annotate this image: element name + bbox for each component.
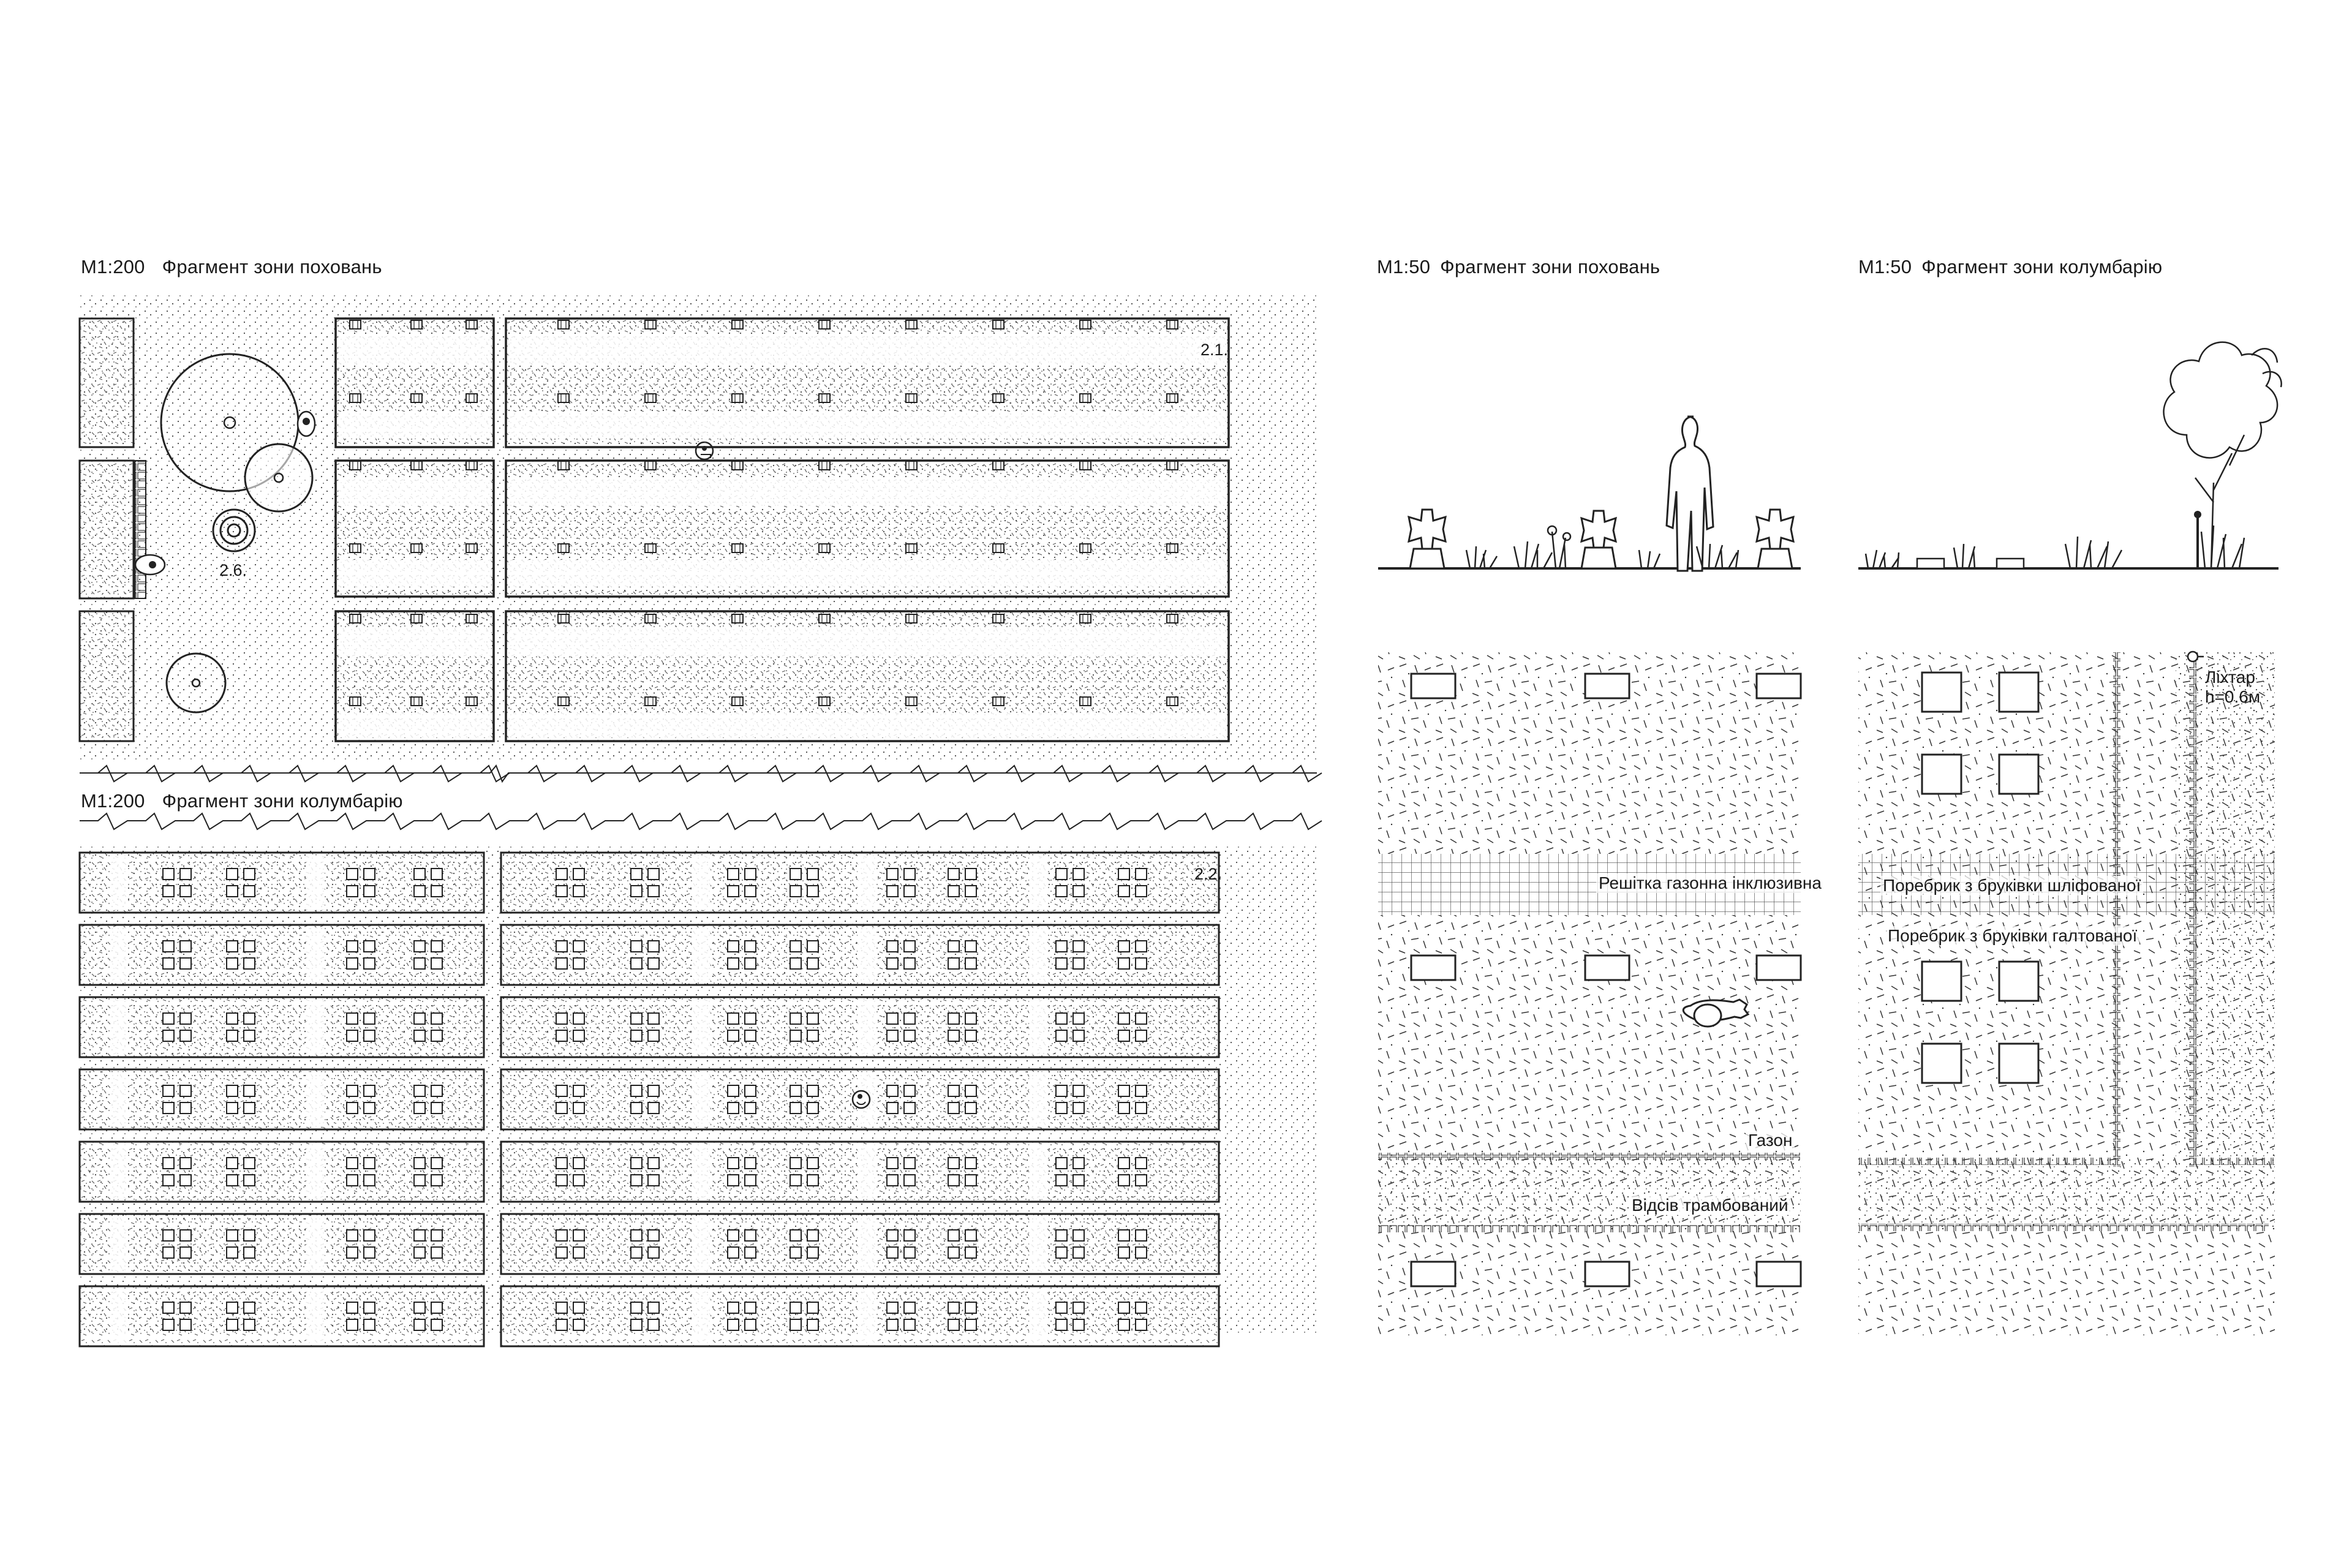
- grave-slab: [1757, 1262, 1801, 1286]
- grave-slab: [1585, 1262, 1629, 1286]
- grave-marker: [819, 697, 830, 706]
- curb-tumbled-label: Поребрик з бруківки галтованої: [1885, 926, 2139, 946]
- grave-marker: [645, 461, 656, 470]
- lamp-post: [2194, 511, 2201, 568]
- grave-marker: [732, 697, 743, 706]
- grave-marker: [466, 394, 477, 402]
- curb: [1858, 1224, 2269, 1231]
- grave-marker: [466, 461, 477, 470]
- grave-marker: [732, 544, 743, 552]
- grave-marker: [819, 614, 830, 623]
- wheelchair-icon: [853, 1091, 870, 1108]
- lawn-bed: [80, 318, 134, 447]
- niche: [1922, 755, 1961, 794]
- grave-blocks: [336, 318, 1229, 741]
- grave-marker: [1080, 394, 1091, 402]
- grave-marker: [350, 614, 361, 623]
- grave-marker: [558, 461, 569, 470]
- niche: [1922, 673, 1961, 712]
- niche: [1922, 962, 1961, 1001]
- lawn-bed: [80, 461, 134, 598]
- zone-code: 2.2.: [1194, 865, 1223, 883]
- curb-polished-label: Поребрик з бруківки шліфованої: [1880, 876, 2143, 895]
- grave-marker: [1080, 697, 1091, 706]
- burial-plan: [80, 294, 1317, 760]
- grave-marker: [819, 394, 830, 402]
- grave-marker: [350, 394, 361, 402]
- grave-marker: [993, 394, 1004, 402]
- columbarium-row: [80, 997, 484, 1057]
- columbarium-row: [80, 925, 484, 985]
- grave-marker: [411, 394, 422, 402]
- grave-marker: [1167, 544, 1178, 552]
- grave-marker: [1167, 461, 1178, 470]
- curb: [2189, 1158, 2275, 1165]
- grave-marker: [993, 320, 1004, 329]
- grave-marker: [558, 320, 569, 329]
- panel-title: Фрагмент зони колумбарію: [1921, 256, 2163, 277]
- grave-marker: [350, 461, 361, 470]
- grave-marker: [411, 544, 422, 552]
- grave-marker: [1080, 461, 1091, 470]
- columbarium-row: [80, 1214, 484, 1274]
- panel-title: Фрагмент зони поховань: [162, 256, 382, 277]
- grave-marker: [411, 320, 422, 329]
- grave-slab: [1757, 956, 1801, 980]
- panel-title: Фрагмент зони колумбарію: [162, 790, 403, 812]
- niche: [1999, 962, 2038, 1001]
- zone-code: 2.1.: [1200, 341, 1229, 359]
- grave-marker: [732, 394, 743, 402]
- grave-marker: [993, 614, 1004, 623]
- columbarium-plan: [80, 845, 1317, 1346]
- plaque: [1917, 559, 1944, 568]
- grave-marker: [819, 320, 830, 329]
- grave-marker: [466, 697, 477, 706]
- niche: [1922, 1044, 1961, 1083]
- grave-marker: [732, 614, 743, 623]
- columbarium-row: [80, 1142, 484, 1202]
- grave-marker: [906, 394, 917, 402]
- grave-marker: [1167, 614, 1178, 623]
- niche: [1999, 673, 2038, 712]
- grave-slab: [1757, 674, 1801, 698]
- grave-marker: [1167, 697, 1178, 706]
- grave-marker: [558, 544, 569, 552]
- lamp-name-label: Ліхтар: [2205, 668, 2255, 687]
- screening-label: Відсів трамбований: [1629, 1196, 1791, 1215]
- cross-headstone: [1581, 511, 1616, 568]
- grave-marker: [732, 461, 743, 470]
- grave-marker: [1080, 320, 1091, 329]
- screening-path: [1858, 1159, 2275, 1227]
- grave-marker: [906, 461, 917, 470]
- scale-label: М1:200: [81, 790, 145, 812]
- scale-label: М1:50: [1377, 256, 1431, 277]
- lawn-label: Газон: [1746, 1131, 1795, 1150]
- curb: [1378, 1225, 1801, 1232]
- columbarium-row: [80, 853, 484, 913]
- grave-slab: [1411, 674, 1455, 698]
- columbarium-detail: [1858, 342, 2282, 1335]
- curb: [2113, 652, 2120, 1167]
- grave-marker: [906, 614, 917, 623]
- grave-marker: [466, 544, 477, 552]
- tree-crown: [245, 444, 312, 511]
- lamp-height-label: h=0.6м: [2205, 687, 2261, 706]
- node-code: 2.6.: [219, 561, 247, 579]
- grave-marker: [645, 614, 656, 623]
- curb: [1858, 1158, 2114, 1165]
- person-silhouette: [1667, 417, 1713, 571]
- grave-marker: [906, 544, 917, 552]
- cross-headstone: [1757, 510, 1793, 568]
- grave-marker: [350, 320, 361, 329]
- grave-marker: [993, 697, 1004, 706]
- grave-marker: [645, 544, 656, 552]
- cross-headstone: [1409, 510, 1446, 568]
- panel-title: Фрагмент зони поховань: [1440, 256, 1660, 277]
- grave-marker: [819, 461, 830, 470]
- lawn-grid-label: Решітка газонна інклюзивна: [1596, 873, 1824, 893]
- grave-marker: [411, 614, 422, 623]
- columbarium-row: [80, 1069, 484, 1129]
- grave-marker: [1167, 320, 1178, 329]
- grave-marker: [350, 697, 361, 706]
- grave-marker: [993, 461, 1004, 470]
- grave-marker: [466, 614, 477, 623]
- grave-marker: [906, 697, 917, 706]
- grave-slab: [1411, 1262, 1455, 1286]
- grave-marker: [645, 697, 656, 706]
- grave-slab: [1585, 674, 1629, 698]
- scale-label: М1:50: [1858, 256, 1912, 277]
- grave-marker: [732, 320, 743, 329]
- curb: [1378, 1153, 1801, 1160]
- grave-marker: [466, 320, 477, 329]
- grave-marker: [558, 614, 569, 623]
- niche: [1999, 755, 2038, 794]
- screening-path: [1378, 1156, 1801, 1227]
- curb: [2189, 652, 2196, 1167]
- grave-marker: [411, 697, 422, 706]
- break-line: [80, 813, 1322, 829]
- bench: [135, 461, 146, 598]
- grave-slab: [1585, 956, 1629, 980]
- grave-marker: [350, 544, 361, 552]
- person-icon: [298, 412, 315, 436]
- columbarium-row: [80, 1286, 484, 1346]
- grave-marker: [558, 697, 569, 706]
- niche: [1999, 1044, 2038, 1083]
- grave-marker: [1167, 394, 1178, 402]
- lawn: [1378, 652, 1801, 1335]
- person-icon: [135, 555, 165, 575]
- grave-slab: [1411, 956, 1455, 980]
- burial-section: [1378, 417, 1801, 571]
- grave-marker: [558, 394, 569, 402]
- scale-label: М1:200: [81, 256, 145, 277]
- tree: [2164, 342, 2282, 568]
- columbarium-section: [1858, 342, 2282, 568]
- lawn-bed: [80, 611, 134, 741]
- grave-marker: [645, 394, 656, 402]
- grave-marker: [1080, 614, 1091, 623]
- grave-marker: [819, 544, 830, 552]
- plaque: [1997, 559, 2024, 568]
- grave-marker: [411, 461, 422, 470]
- grave-marker: [906, 320, 917, 329]
- grave-marker: [645, 320, 656, 329]
- grave-marker: [1080, 544, 1091, 552]
- grave-marker: [993, 544, 1004, 552]
